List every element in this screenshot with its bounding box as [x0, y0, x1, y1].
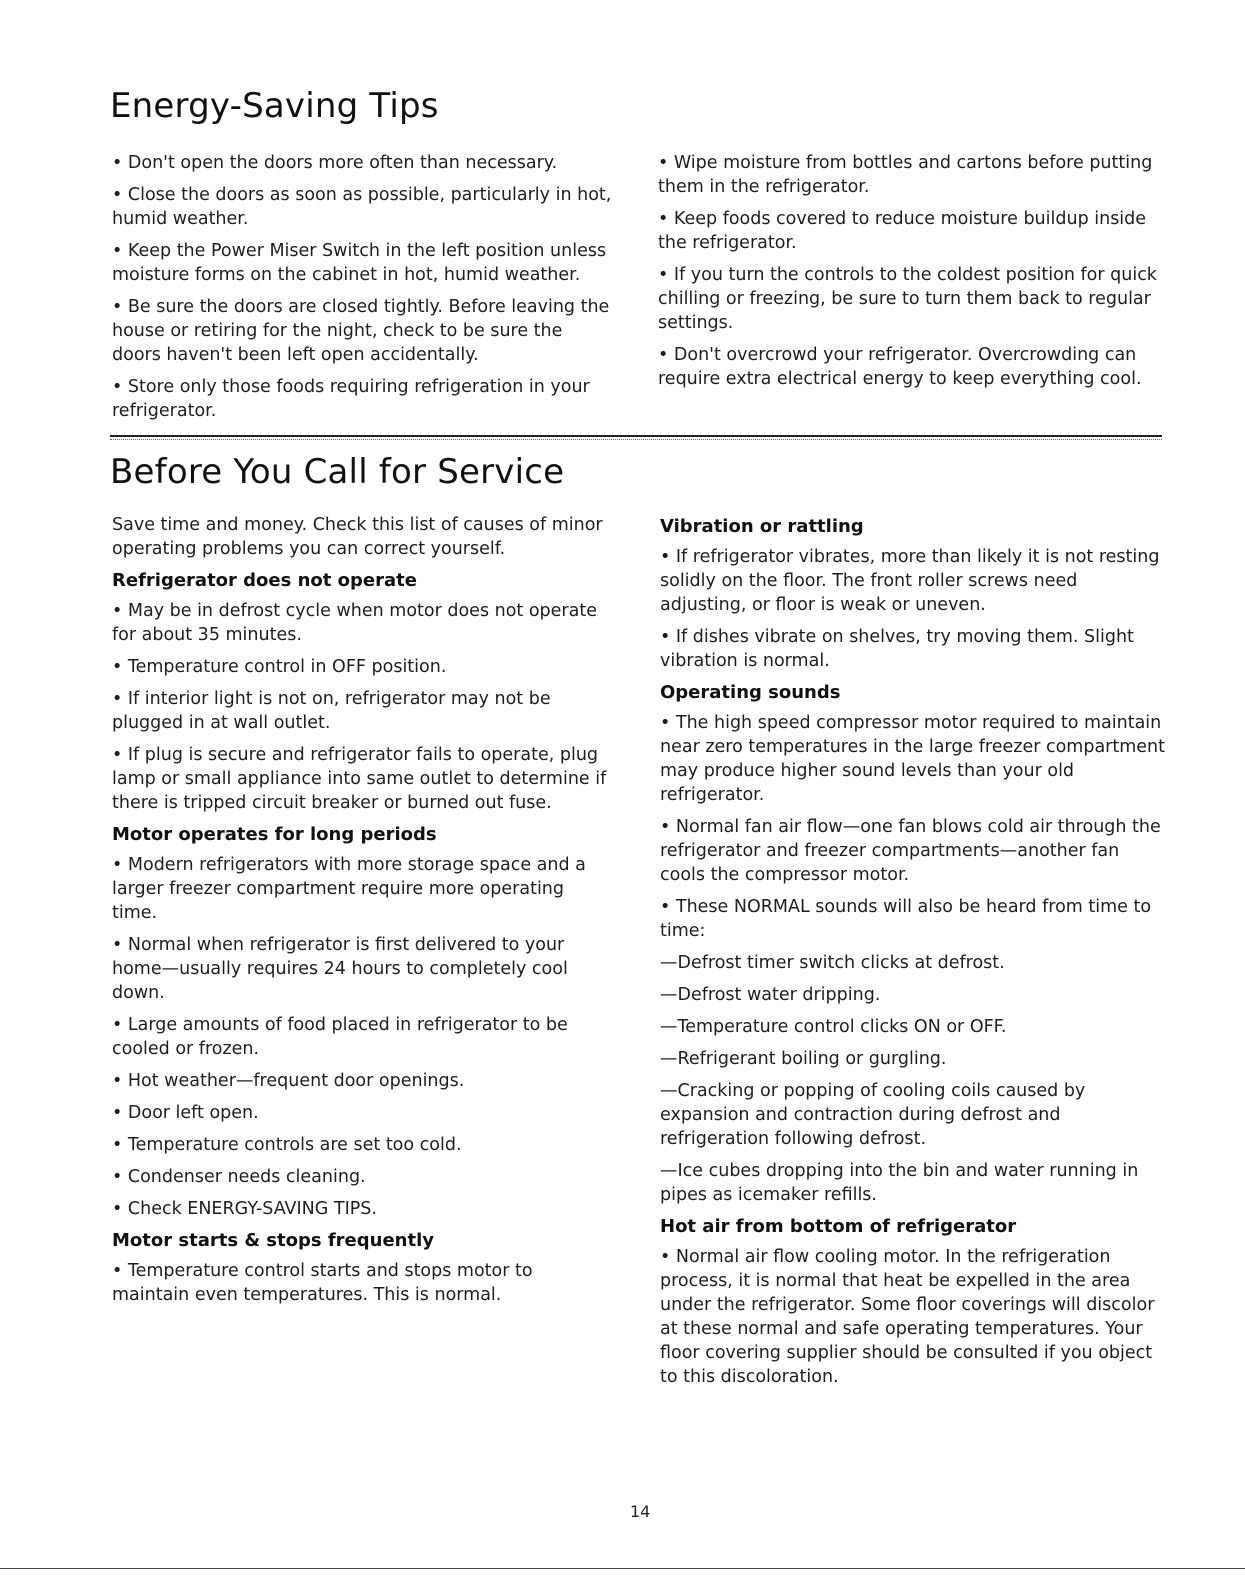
- service-title: Before You Call for Service: [110, 452, 565, 492]
- list-item: —Refrigerant boiling or gurgling.: [660, 1049, 947, 1069]
- energy-tip: • Wipe moisture from bottles and cartons before putting them in the refrigerator.: [658, 153, 1153, 197]
- list-item: —Temperature control clicks ON or OFF.: [660, 1017, 1007, 1037]
- energy-tip: • Keep the Power Miser Switch in the left position unless moisture forms on the cabinet in hot, humid weather.: [112, 241, 607, 285]
- energy-tip: • Don't open the doors more often than necessary.: [112, 153, 558, 173]
- list-item: • Temperature control in OFF position.: [112, 657, 447, 677]
- list-item: • If interior light is not on, refrigerator may not be plugged in at wall outlet.: [112, 689, 551, 733]
- energy-saving-title: Energy-Saving Tips: [110, 86, 439, 126]
- list-item: • Condenser needs cleaning.: [112, 1167, 366, 1187]
- energy-tip: • Be sure the doors are closed tightly. Before leaving the house or retiring for the night, check to be sure the doors haven't been left open accidentally.: [112, 297, 610, 365]
- list-item: • Normal when refrigerator is first delivered to your home—usually requires 24 hours to completely cool down.: [112, 935, 568, 1003]
- list-item: • Temperature controls are set too cold.: [112, 1135, 462, 1155]
- heading-hot-air: Hot air from bottom of refrigerator: [660, 1216, 1017, 1237]
- list-item: • The high speed compressor motor required to maintain near zero temperatures in the large freezer compartment may produce higher sound levels than your old refrigerator.: [660, 713, 1166, 805]
- list-item: • Normal air flow cooling motor. In the refrigeration process, it is normal that heat be expelled in the area under the refrigerator. Some floor coverings will discolor at these normal and safe operating temperatures. Your floor covering supplier should be consulted if you object to this discoloration.: [660, 1247, 1155, 1387]
- list-item: —Defrost timer switch clicks at defrost.: [660, 953, 1005, 973]
- heading-does-not-operate: Refrigerator does not operate: [112, 570, 417, 591]
- list-item: —Cracking or popping of cooling coils caused by expansion and contraction during defrost and refrigeration following defrost.: [660, 1081, 1086, 1149]
- heading-long-periods: Motor operates for long periods: [112, 824, 437, 845]
- energy-tip: • Store only those foods requiring refrigeration in your refrigerator.: [112, 377, 590, 421]
- list-item: • Check ENERGY-SAVING TIPS.: [112, 1199, 377, 1219]
- energy-tip: • If you turn the controls to the coldest position for quick chilling or freezing, be sure to turn them back to regular settings.: [658, 265, 1157, 333]
- list-item: • Large amounts of food placed in refrigerator to be cooled or frozen.: [112, 1015, 568, 1059]
- list-item: • Modern refrigerators with more storage space and a larger freezer compartment require more operating time.: [112, 855, 586, 923]
- list-item: • May be in defrost cycle when motor does not operate for about 35 minutes.: [112, 601, 597, 645]
- service-right-column: [660, 513, 1165, 1397]
- energy-tips-left-column: [112, 151, 612, 431]
- page-bottom-edge: [0, 1568, 1245, 1569]
- list-item: • Hot weather—frequent door openings.: [112, 1071, 465, 1091]
- list-item: • These NORMAL sounds will also be heard from time to time:: [660, 897, 1152, 941]
- heading-operating-sounds: Operating sounds: [660, 682, 841, 703]
- list-item: • If dishes vibrate on shelves, try moving them. Slight vibration is normal.: [660, 627, 1134, 671]
- list-item: • If plug is secure and refrigerator fails to operate, plug lamp or small appliance into same outlet to determine if there is tripped circuit breaker or burned out fuse.: [112, 745, 607, 813]
- heading-starts-stops: Motor starts & stops frequently: [112, 1230, 434, 1251]
- energy-tip: • Keep foods covered to reduce moisture buildup inside the refrigerator.: [658, 209, 1147, 253]
- list-item: • Temperature control starts and stops motor to maintain even temperatures. This is normal.: [112, 1261, 533, 1305]
- list-item: —Defrost water dripping.: [660, 985, 881, 1005]
- list-item: • If refrigerator vibrates, more than likely it is not resting solidly on the floor. The front roller screws need adjusting, or floor is weak or uneven.: [660, 547, 1160, 615]
- list-item: • Door left open.: [112, 1103, 259, 1123]
- section-divider-dotted: [110, 439, 1162, 440]
- section-divider: [110, 435, 1162, 437]
- service-intro: Save time and money. Check this list of causes of minor operating problems you can correct yourself.: [112, 515, 603, 559]
- energy-tips-right-column: [658, 151, 1158, 399]
- service-left-column: [112, 513, 612, 1315]
- energy-tip: • Don't overcrowd your refrigerator. Overcrowding can require extra electrical energy to keep everything cool.: [658, 345, 1142, 389]
- energy-tip: • Close the doors as soon as possible, particularly in hot, humid weather.: [112, 185, 612, 229]
- heading-vibration: Vibration or rattling: [660, 516, 864, 537]
- list-item: • Normal fan air flow—one fan blows cold air through the refrigerator and freezer compartments—another fan cools the compressor motor.: [660, 817, 1161, 885]
- list-item: —Ice cubes dropping into the bin and water running in pipes as icemaker refills.: [660, 1161, 1139, 1205]
- page-number: 14: [630, 1502, 651, 1521]
